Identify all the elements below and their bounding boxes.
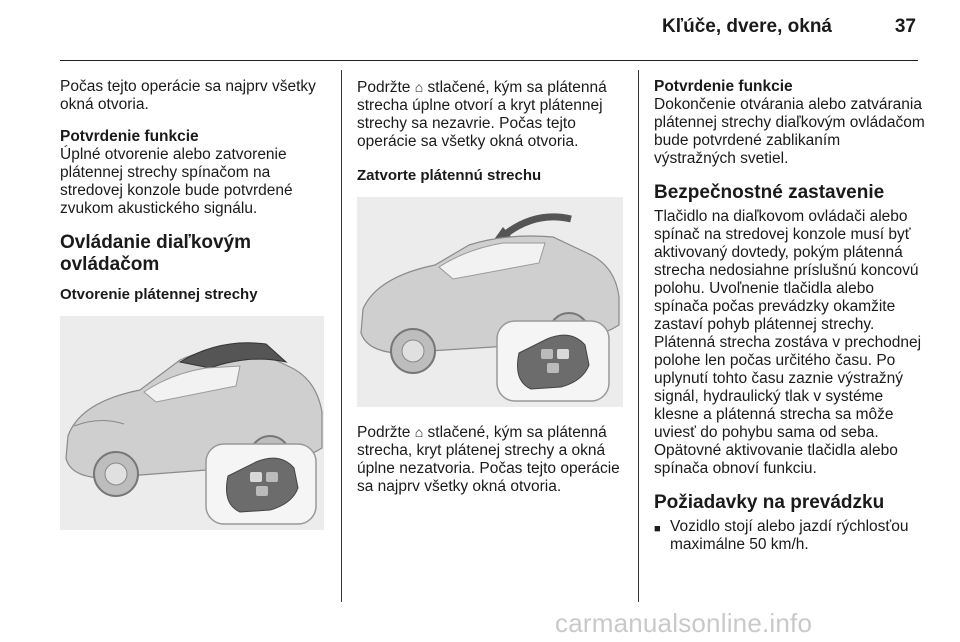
watermark: carmanualsonline.info [555,608,813,638]
open-roof-illustration [60,316,324,530]
open-text-before: Podržte [357,79,415,96]
column-3 [654,78,926,554]
list-item [654,518,926,554]
roof-close-button-icon: ⌂ [414,424,424,440]
remote-confirm-text: Dokončenie otvárania alebo zatvárania plátennej strechy diaľkovým ovládačom bude potvrdené zablikaním výstražných svetiel. [654,96,925,167]
roof-open-button-icon: ⌂ [414,79,424,95]
requirement-text: Vozidlo stojí alebo jazdí rýchlosťou maximálne 50 km/h. [670,518,909,553]
header-divider [60,60,918,61]
column-divider-1 [341,70,342,602]
column-2 [357,78,629,510]
open-instructions [357,78,629,151]
page-number: 37 [894,16,916,37]
remote-control-heading: Ovládanie diaľkovým ovládačom [60,232,252,275]
remote-confirm-paragraph [654,78,926,168]
operating-requirements-heading: Požiadavky na prevádzku [654,492,885,513]
column-divider-2 [638,70,639,602]
column-1 [60,78,328,546]
close-roof-heading: Zatvorte plátennú strechu [357,167,542,184]
confirm-paragraph [60,128,328,218]
safety-stop-text: Tlačidlo na diaľkovom ovládači alebo spínač na stredovej konzole musí byť aktivovaný dovtedy, pokým plátenná strecha nedosiahne príslušnú koncovú polohu. Uvoľnenie tlačidla alebo spínača počas prevádzky okamžite zastaví pohyb plátennej strechy. Plátenná strecha zostáva v prechodnej polohe len počas určitého času. Po uplynutí tohto času zaznie výstražný signál, hydraulický tlak v systéme klesne a plátenná strecha sa môže uviesť do pohybu sama od seba. Opätovné aktivovanie tlačidla alebo spínača obnoví funkciu. [654,208,922,477]
confirm-text: Úplné otvorenie alebo zatvorenie plátennej strechy spínačom na stredovej konzole bude potvrdené zvukom akustického signálu. [60,146,293,217]
close-instructions [357,423,629,496]
page-header-title: Kľúče, dvere, okná [662,16,832,37]
close-roof-illustration [357,197,623,407]
open-text-after: stlačené, kým sa plátenná strecha úplne otvorí a kryt plátennej strechy sa nezavrie. Počas tejto operácie sa všetky okná otvoria. [357,79,607,150]
safety-stop-heading: Bezpečnostné zastavenie [654,182,885,203]
bullet-square-icon: ■ [654,523,661,535]
confirm-heading: Potvrdenie funkcie [60,128,199,145]
remote-confirm-heading: Potvrdenie funkcie [654,78,793,95]
intro-paragraph: Počas tejto operácie sa najprv všetky okná otvoria. [60,78,316,113]
close-text-before: Podržte [357,424,415,441]
open-roof-heading: Otvorenie plátennej strechy [60,286,258,303]
close-text-after: stlačené, kým sa plátenná strecha, kryt plátenej strechy a okná úplne nezatvoria. Počas tejto operácie sa najprv všetky okná otvoria. [357,424,620,495]
